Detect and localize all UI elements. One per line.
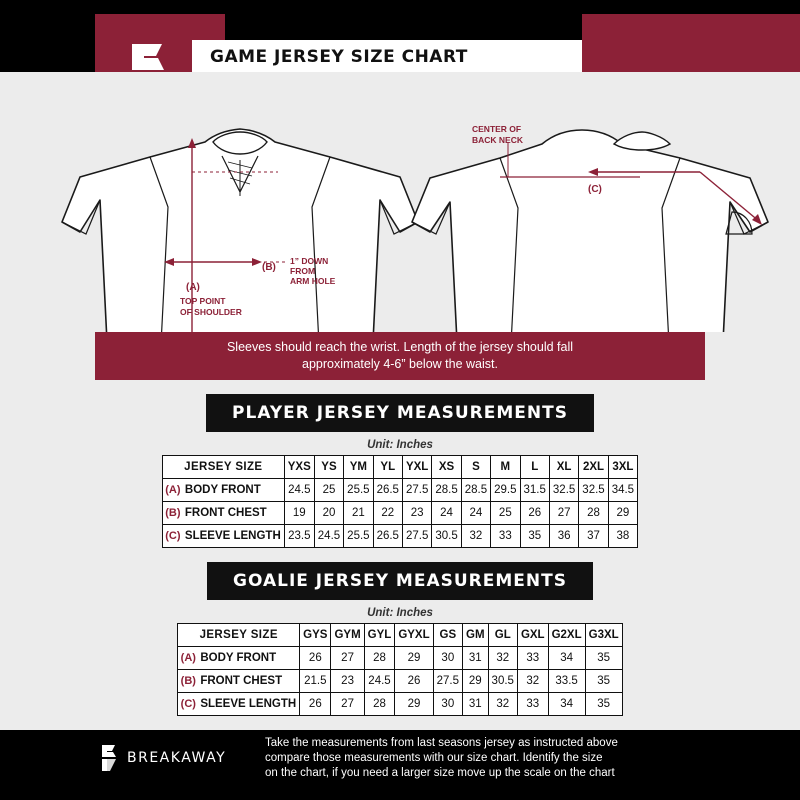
page-footer xyxy=(0,730,800,786)
player-size-10: 2XL xyxy=(579,456,608,479)
player-r0-c8: 31.5 xyxy=(520,479,549,502)
table-row xyxy=(162,479,637,502)
svg-text:FROM: FROM xyxy=(290,266,316,276)
table-row-header xyxy=(162,456,637,479)
player-r1-c1: 20 xyxy=(314,502,343,525)
goalie-row-1-label: FRONT CHEST xyxy=(198,670,299,693)
footer-line-2: compare those measurements with our size chart. Identify the size xyxy=(265,751,603,764)
player-r1-c9: 27 xyxy=(549,502,578,525)
jersey-illustrations xyxy=(0,72,800,332)
player-size-1: YS xyxy=(314,456,343,479)
svg-text:TOP POINT: TOP POINT xyxy=(180,296,226,306)
goalie-r2-c2: 28 xyxy=(364,693,395,716)
player-unit-label: Unit: Inches xyxy=(367,439,433,451)
table-row xyxy=(162,502,637,525)
player-r2-c2: 25.5 xyxy=(344,525,373,548)
footer-line-1: Take the measurements from last seasons jersey as instructed above xyxy=(265,736,618,749)
player-section-title: PLAYER JERSEY MEASUREMENTS xyxy=(206,394,594,432)
goalie-r0-c3: 29 xyxy=(395,647,433,670)
player-row-0-label: BODY FRONT xyxy=(183,479,284,502)
table-row xyxy=(178,647,622,670)
note-line-1: Sleeves should reach the wrist. Length of the jersey should fall xyxy=(226,340,574,354)
goalie-r1-c6: 30.5 xyxy=(488,670,517,693)
player-size-7: M xyxy=(491,456,520,479)
svg-text:1” DOWN: 1” DOWN xyxy=(290,256,329,266)
player-r2-c7: 33 xyxy=(491,525,520,548)
note-line-2: approximately 4-6” below the waist. xyxy=(302,357,498,371)
player-r0-c10: 32.5 xyxy=(579,479,608,502)
player-measurements-table xyxy=(162,455,638,548)
player-row-0-tag: (A) xyxy=(162,479,183,502)
goalie-size-8: G2XL xyxy=(548,624,585,647)
goalie-row-0-label: BODY FRONT xyxy=(198,647,299,670)
note-band xyxy=(95,332,705,380)
table-row xyxy=(178,670,622,693)
goalie-r0-c9: 35 xyxy=(585,647,622,670)
goalie-r0-c7: 33 xyxy=(517,647,548,670)
player-r2-c1: 24.5 xyxy=(314,525,343,548)
goalie-size-0: GYS xyxy=(300,624,331,647)
goalie-r1-c5: 29 xyxy=(463,670,489,693)
goalie-title-wrap xyxy=(0,562,800,600)
player-r2-c9: 36 xyxy=(549,525,578,548)
goalie-unit-label: Unit: Inches xyxy=(367,607,433,619)
player-size-6: S xyxy=(461,456,490,479)
player-row-1-label: FRONT CHEST xyxy=(183,502,284,525)
player-r2-c5: 30.5 xyxy=(432,525,461,548)
player-r0-c2: 25.5 xyxy=(344,479,373,502)
header-left-block xyxy=(0,14,95,72)
footer-brand-name: BREAKAWAY xyxy=(127,750,227,766)
player-r0-c5: 28.5 xyxy=(432,479,461,502)
header-title-box xyxy=(192,40,582,74)
player-size-3: YL xyxy=(373,456,402,479)
goalie-size-6: GL xyxy=(488,624,517,647)
goalie-r0-c0: 26 xyxy=(300,647,331,670)
player-row-2-tag: (C) xyxy=(162,525,183,548)
page-title: GAME JERSEY SIZE CHART xyxy=(210,47,468,67)
sheet xyxy=(0,14,800,786)
player-row-2-label: SLEEVE LENGTH xyxy=(183,525,284,548)
goalie-r2-c5: 31 xyxy=(463,693,489,716)
player-r1-c5: 24 xyxy=(432,502,461,525)
footer-brand xyxy=(95,743,265,773)
player-r0-c11: 34.5 xyxy=(608,479,637,502)
goalie-r0-c6: 32 xyxy=(488,647,517,670)
player-r0-c1: 25 xyxy=(314,479,343,502)
goalie-section-title: GOALIE JERSEY MEASUREMENTS xyxy=(207,562,593,600)
goalie-r2-c0: 26 xyxy=(300,693,331,716)
table-row xyxy=(162,525,637,548)
player-r0-c7: 29.5 xyxy=(491,479,520,502)
note-band-wrapper xyxy=(0,332,800,380)
goalie-r0-c5: 31 xyxy=(463,647,489,670)
player-size-2: YM xyxy=(344,456,373,479)
player-size-header: JERSEY SIZE xyxy=(162,456,284,479)
goalie-r1-c3: 26 xyxy=(395,670,433,693)
player-r2-c0: 23.5 xyxy=(284,525,314,548)
player-r0-c0: 24.5 xyxy=(284,479,314,502)
svg-text:(A): (A) xyxy=(186,282,200,293)
brand-mark-icon xyxy=(95,743,121,773)
goalie-size-9: G3XL xyxy=(585,624,622,647)
goalie-row-0-tag: (A) xyxy=(178,647,199,670)
player-r0-c6: 28.5 xyxy=(461,479,490,502)
goalie-size-7: GXL xyxy=(517,624,548,647)
goalie-r1-c7: 32 xyxy=(517,670,548,693)
front-jersey-drawing xyxy=(62,129,418,332)
goalie-row-1-tag: (B) xyxy=(178,670,199,693)
player-r1-c8: 26 xyxy=(520,502,549,525)
player-r2-c3: 26.5 xyxy=(373,525,402,548)
svg-text:CENTER OF: CENTER OF xyxy=(472,124,522,134)
player-r2-c6: 32 xyxy=(461,525,490,548)
player-r1-c6: 24 xyxy=(461,502,490,525)
player-size-5: XS xyxy=(432,456,461,479)
player-r2-c8: 35 xyxy=(520,525,549,548)
footer-left-block xyxy=(0,730,95,786)
player-r2-c10: 37 xyxy=(579,525,608,548)
goalie-size-4: GS xyxy=(433,624,462,647)
player-r1-c10: 28 xyxy=(579,502,608,525)
goalie-r2-c4: 30 xyxy=(433,693,462,716)
goalie-r2-c7: 33 xyxy=(517,693,548,716)
goalie-r1-c4: 27.5 xyxy=(433,670,462,693)
player-size-8: L xyxy=(520,456,549,479)
goalie-r1-c0: 21.5 xyxy=(300,670,331,693)
goalie-r0-c2: 28 xyxy=(364,647,395,670)
goalie-r2-c8: 34 xyxy=(548,693,585,716)
player-r1-c11: 29 xyxy=(608,502,637,525)
svg-text:BACK NECK: BACK NECK xyxy=(472,135,523,145)
player-r1-c7: 25 xyxy=(491,502,520,525)
goalie-r1-c9: 35 xyxy=(585,670,622,693)
player-row-1-tag: (B) xyxy=(162,502,183,525)
footer-instructions xyxy=(265,736,800,781)
table-row xyxy=(178,693,622,716)
player-table-wrap xyxy=(0,455,800,548)
player-r1-c2: 21 xyxy=(344,502,373,525)
player-size-0: YXS xyxy=(284,456,314,479)
goalie-size-5: GM xyxy=(463,624,489,647)
player-size-9: XL xyxy=(549,456,578,479)
goalie-r0-c1: 27 xyxy=(331,647,364,670)
player-r1-c3: 22 xyxy=(373,502,402,525)
footer-line-3: on the chart, if you need a larger size move up the scale on the chart xyxy=(265,766,615,779)
goalie-r2-c1: 27 xyxy=(331,693,364,716)
player-r0-c3: 26.5 xyxy=(373,479,402,502)
goalie-size-3: GYXL xyxy=(395,624,433,647)
back-jersey-drawing xyxy=(412,124,768,332)
svg-text:OF SHOULDER: OF SHOULDER xyxy=(180,307,242,317)
player-r1-c0: 19 xyxy=(284,502,314,525)
player-r0-c9: 32.5 xyxy=(549,479,578,502)
goalie-measurements-table xyxy=(177,623,622,716)
goalie-row-2-tag: (C) xyxy=(178,693,199,716)
goalie-r1-c2: 24.5 xyxy=(364,670,395,693)
goalie-r0-c4: 30 xyxy=(433,647,462,670)
table-row-header xyxy=(178,624,622,647)
goalie-r1-c8: 33.5 xyxy=(548,670,585,693)
header-maroon-right xyxy=(582,14,800,72)
goalie-size-header: JERSEY SIZE xyxy=(178,624,300,647)
player-r1-c4: 23 xyxy=(402,502,431,525)
player-title-wrap xyxy=(0,394,800,432)
goalie-table-wrap xyxy=(0,623,800,716)
goalie-size-2: GYL xyxy=(364,624,395,647)
player-r2-c4: 27.5 xyxy=(402,525,431,548)
player-r2-c11: 38 xyxy=(608,525,637,548)
goalie-r0-c8: 34 xyxy=(548,647,585,670)
svg-text:ARM HOLE: ARM HOLE xyxy=(290,276,336,286)
svg-text:(B): (B) xyxy=(262,262,276,273)
goalie-r2-c6: 32 xyxy=(488,693,517,716)
goalie-r1-c1: 23 xyxy=(331,670,364,693)
goalie-row-2-label: SLEEVE LENGTH xyxy=(198,693,299,716)
player-size-4: YXL xyxy=(402,456,431,479)
player-r0-c4: 27.5 xyxy=(402,479,431,502)
goalie-r2-c9: 35 xyxy=(585,693,622,716)
svg-text:(C): (C) xyxy=(588,184,602,195)
goalie-size-1: GYM xyxy=(331,624,364,647)
goalie-r2-c3: 29 xyxy=(395,693,433,716)
player-size-11: 3XL xyxy=(608,456,637,479)
